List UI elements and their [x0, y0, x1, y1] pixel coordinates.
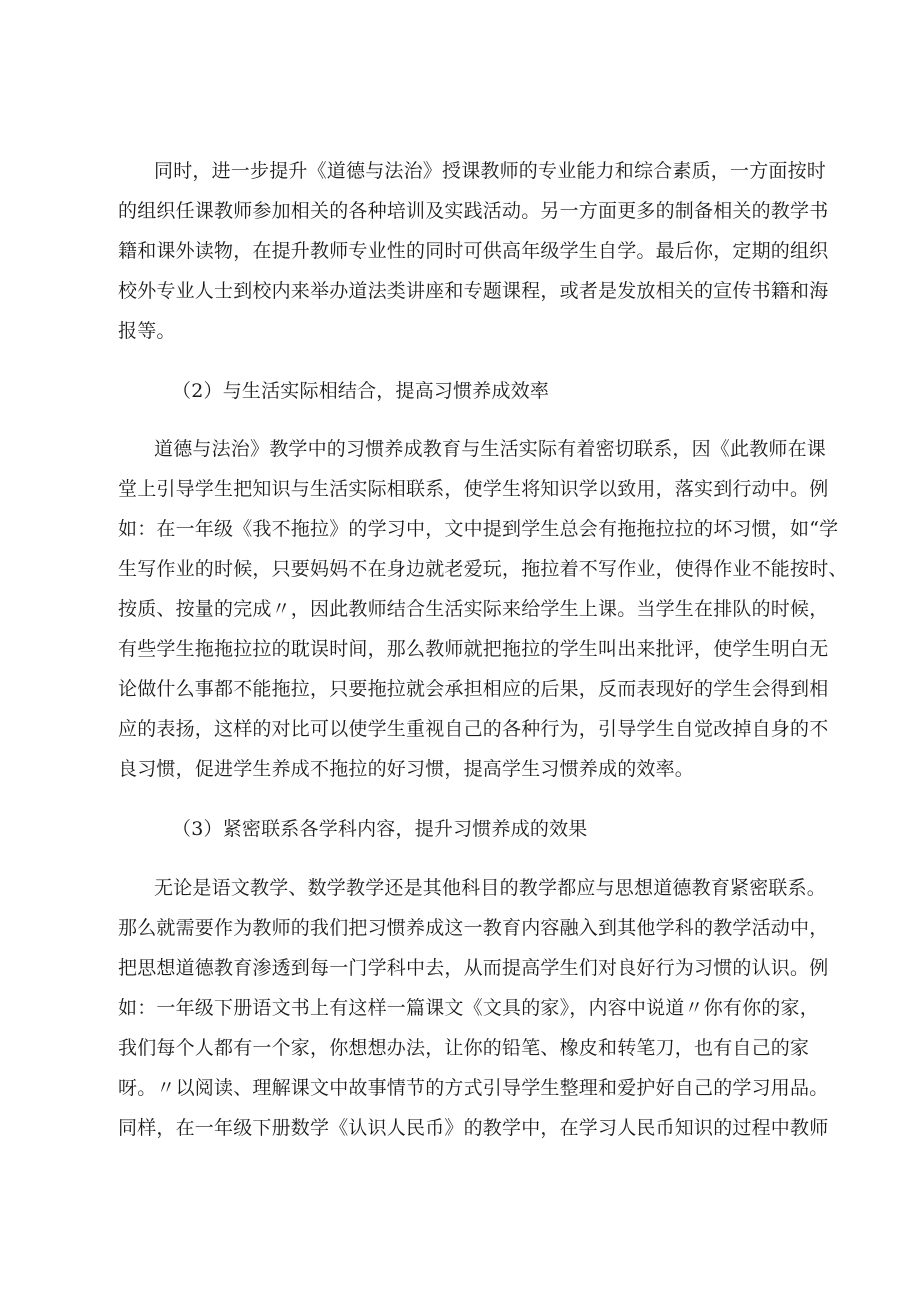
section-heading-2: （2）与生活实际相结合，提高习惯养成效率	[172, 380, 550, 402]
paragraph-3-line-4: 如：一年级下册语文书上有这样一篇课文《文具的家》，内容中说道〃你有你的家，	[118, 997, 819, 1019]
paragraph-2-line-6: 有些学生拖拖拉拉的耽误时间，那么教师就把拖拉的学生叫出来批评，使学生明白无	[118, 638, 829, 660]
paragraph-1-line-1: 同时，进一步提升《道德与法治》授课教师的专业能力和综合素质，一方面按时	[154, 160, 827, 182]
paragraph-1-line-2: 的组织任课教师参加相关的各种培训及实践活动。另一方面更多的制备相关的教学书	[118, 200, 829, 222]
paragraph-3-line-1: 无论是语文教学、数学教学还是其他科目的教学都应与思想道德教育紧密联系。	[154, 877, 827, 899]
paragraph-1-line-4: 校外专业人士到校内来举办道法类讲座和专题课程，或者是发放相关的宣传书籍和海	[118, 280, 829, 302]
paragraph-2-line-4: 生写作业的时候，只要妈妈不在身边就老爱玩，拖拉着不写作业，使得作业不能按时、	[118, 558, 848, 580]
paragraph-3-line-5: 我们每个人都有一个家，你想想办法，让你的铅笔、橡皮和转笔刀，也有自己的家	[118, 1037, 810, 1059]
paragraph-1-line-5: 报等。	[118, 320, 176, 342]
paragraph-2-line-9: 良习惯，促进学生养成不拖拉的好习惯，提高学生习惯养成的效率。	[118, 758, 695, 780]
paragraph-3-line-6: 呀。〃以阅读、理解课文中故事情节的方式引导学生整理和爱护好自己的学习用品。	[118, 1077, 829, 1099]
paragraph-2-line-7: 论做什么事都不能拖拉，只要拖拉就会承担相应的后果，反而表现好的学生会得到相	[118, 678, 829, 700]
section-heading-3: （3）紧密联系各学科内容，提升习惯养成的效果	[172, 818, 588, 840]
paragraph-3-line-7: 同样，在一年级下册数学《认识人民币》的教学中，在学习人民币知识的过程中教师	[118, 1117, 829, 1139]
paragraph-1-line-3: 籍和课外读物，在提升教师专业性的同时可供高年级学生自学。最后你，定期的组织	[118, 240, 829, 262]
paragraph-2-line-5: 按质、按量的完成〃，因此教师结合生活实际来给学生上课。当学生在排队的时候，	[118, 598, 829, 620]
paragraph-3-line-2: 那么就需要作为教师的我们把习惯养成这一教育内容融入到其他学科的教学活动中，	[118, 917, 829, 939]
paragraph-2-line-1: 道德与法治》教学中的习惯养成教育与生活实际有着密切联系，因《此教师在课	[154, 438, 827, 460]
paragraph-2-line-3: 如：在一年级《我不拖拉》的学习中，文中提到学生总会有拖拖拉拉的坏习惯，如“学	[118, 518, 839, 540]
paragraph-2-line-2: 堂上引导学生把知识与生活实际相联系，使学生将知识学以致用，落实到行动中。例	[118, 478, 829, 500]
paragraph-2-line-8: 应的表扬，这样的对比可以使学生重视自己的各种行为，引导学生自觉改掉自身的不	[118, 718, 829, 740]
paragraph-3-line-3: 把思想道德教育渗透到每一门学科中去，从而提高学生们对良好行为习惯的认识。例	[118, 957, 829, 979]
